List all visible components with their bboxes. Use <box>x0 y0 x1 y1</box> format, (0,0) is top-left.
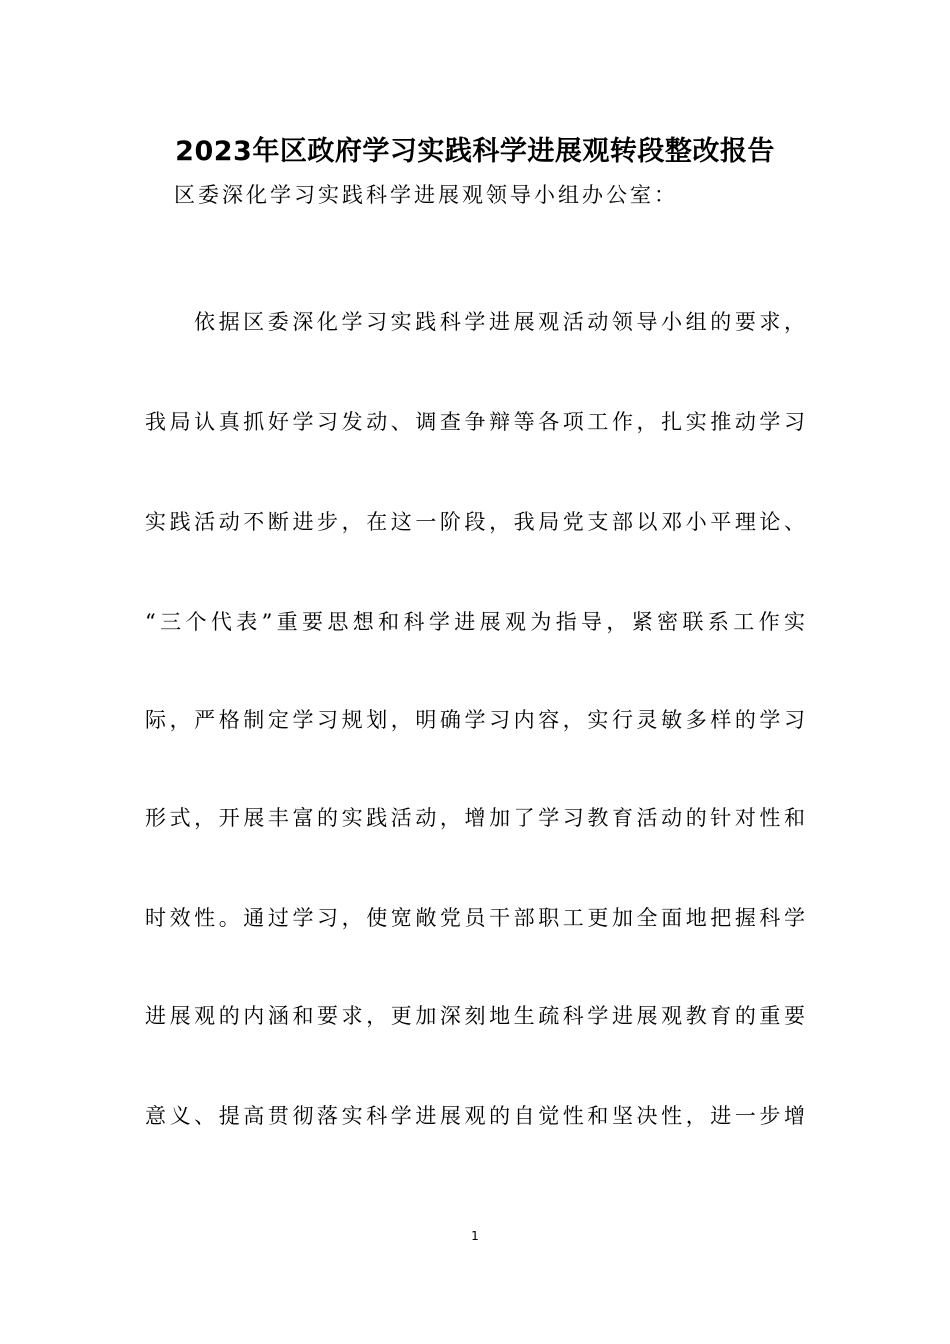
body-line: “三个代表”重要思想和科学进展观为指导，紧密联系工作实 <box>145 610 805 634</box>
body-line: 实践活动不断进步，在这一阶段，我局党支部以邓小平理论、 <box>145 510 805 534</box>
document-title: 2023年区政府学习实践科学进展观转段整改报告 <box>175 136 775 167</box>
page-number: 1 <box>471 1229 479 1243</box>
body-line: 际，严格制定学习规划，明确学习内容，实行灵敏多样的学习 <box>145 708 805 732</box>
body-line: 形式，开展丰富的实践活动，增加了学习教育活动的针对性和 <box>145 806 805 830</box>
salutation: 区委深化学习实践科学进展观领导小组办公室： <box>174 183 678 207</box>
body-line: 我局认真抓好学习发动、调查争辩等各项工作，扎实推动学习 <box>145 410 805 434</box>
body-line: 进展观的内涵和要求，更加深刻地生疏科学进展观教育的重要 <box>145 1004 805 1028</box>
body-line: 依据区委深化学习实践科学进展观活动领导小组的要求， <box>194 310 805 334</box>
body-line: 时效性。通过学习，使宽敞党员干部职工更加全面地把握科学 <box>145 906 805 930</box>
body-line: 意义、提高贯彻落实科学进展观的自觉性和坚决性，进一步增 <box>145 1104 805 1128</box>
